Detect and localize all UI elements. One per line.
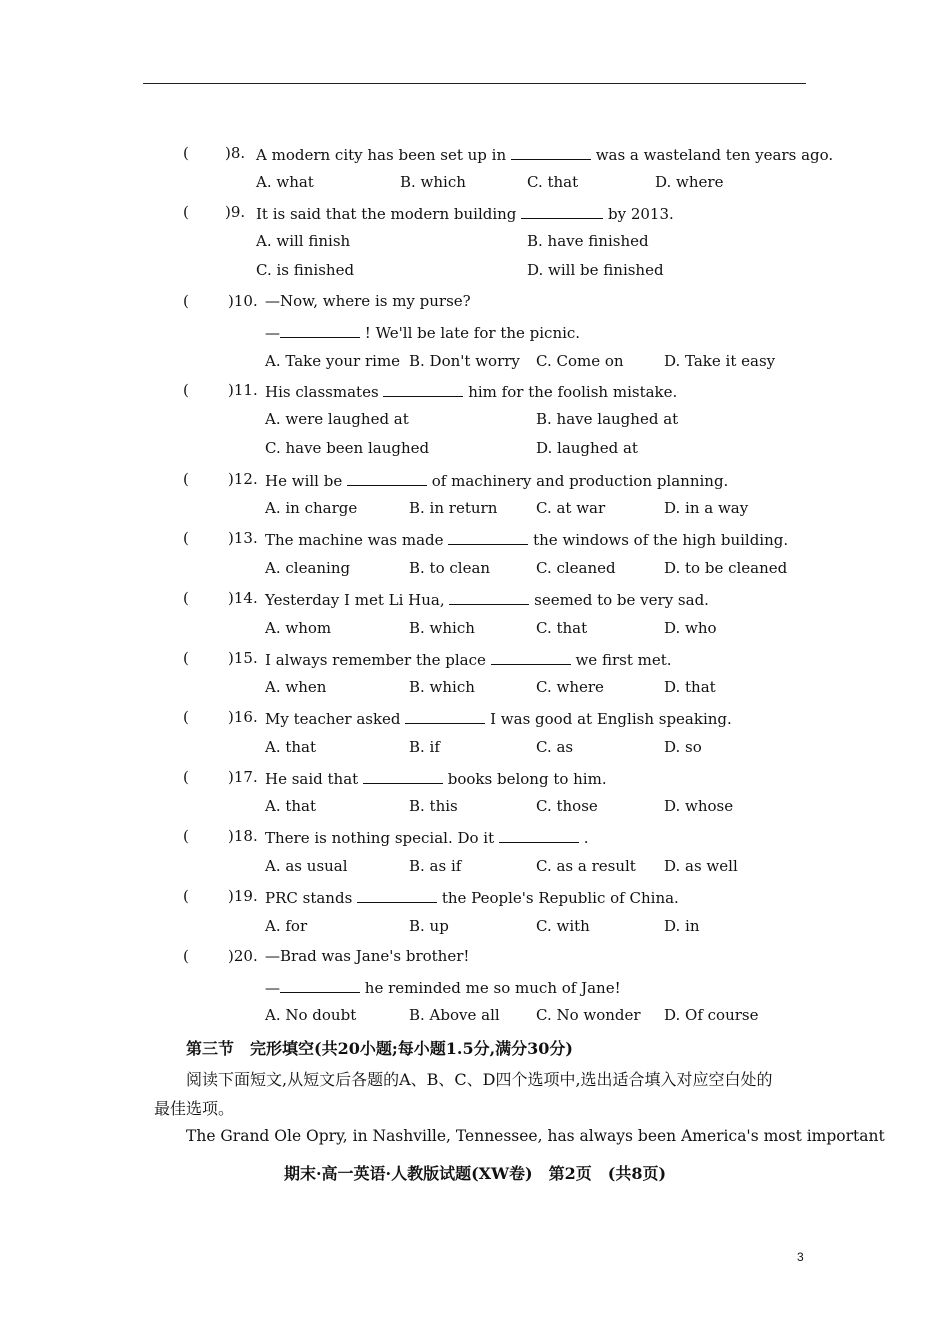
- stem-text: the People's Republic of China.: [441, 889, 679, 907]
- answer-blank: [347, 470, 427, 486]
- stem-text: —Now, where is my purse?: [265, 292, 471, 310]
- stem-text: It is said that the modern building: [256, 205, 517, 223]
- question-stem: [256, 144, 833, 164]
- question-stem: [265, 649, 672, 669]
- stem-text: His classmates: [265, 383, 379, 401]
- answer-option: A. No doubt: [265, 1006, 357, 1024]
- answer-option: A. were laughed at: [265, 410, 409, 428]
- stem-text: was a wasteland ten years ago.: [595, 146, 834, 164]
- question-number-value: 9: [230, 203, 241, 221]
- answer-option: C. that: [536, 619, 588, 637]
- answer-paren: (: [183, 947, 189, 965]
- answer-blank: [405, 708, 485, 724]
- question-number-value: 11: [233, 381, 253, 399]
- question-number-value: 17: [233, 768, 253, 786]
- answer-option: B. in return: [409, 499, 498, 517]
- stem-text: I was good at English speaking.: [490, 710, 732, 728]
- question-number: )20.: [228, 947, 258, 965]
- answer-blank: [357, 887, 437, 903]
- answer-option: A. for: [265, 917, 308, 935]
- answer-blank: [491, 649, 571, 665]
- stem-text: A modern city has been set up in: [256, 146, 507, 164]
- page-number: 3: [797, 1250, 804, 1264]
- answer-option: B. Above all: [409, 1006, 500, 1024]
- answer-option: A. what: [256, 173, 314, 191]
- dialogue-reply: [265, 977, 621, 997]
- question-number: )18.: [228, 827, 258, 845]
- section-instruction-line2: 最佳选项。: [154, 1099, 235, 1118]
- answer-option: D. so: [664, 738, 702, 756]
- answer-option: B. up: [409, 917, 449, 935]
- question-number-value: 16: [233, 708, 253, 726]
- answer-paren: (: [183, 768, 189, 786]
- answer-option: C. have been laughed: [265, 439, 430, 457]
- question-number: )10.: [228, 292, 258, 310]
- stem-text: There is nothing special. Do it: [265, 829, 495, 847]
- stem-text: Yesterday I met Li Hua,: [265, 591, 445, 609]
- answer-option: A. in charge: [265, 499, 358, 517]
- answer-option: C. as a result: [536, 857, 636, 875]
- answer-blank: [449, 589, 529, 605]
- answer-option: D. Take it easy: [664, 352, 776, 370]
- answer-option: A. when: [265, 678, 327, 696]
- answer-option: C. that: [527, 173, 579, 191]
- page-footer: 期末·高一英语·人教版试题(XW卷) 第2页 (共8页): [283, 1164, 667, 1183]
- answer-paren: (: [183, 589, 189, 607]
- answer-paren: (: [183, 144, 189, 162]
- answer-option: B. to clean: [409, 559, 491, 577]
- answer-option: D. where: [655, 173, 724, 191]
- answer-option: D. will be finished: [527, 261, 664, 279]
- question-number: )17.: [228, 768, 258, 786]
- stem-text: —: [265, 979, 280, 997]
- answer-paren: (: [183, 529, 189, 547]
- question-number: )8.: [225, 144, 246, 162]
- stem-text: .: [583, 829, 589, 847]
- answer-option: B. which: [409, 678, 475, 696]
- stem-text: I always remember the place: [265, 651, 486, 669]
- question-stem: [265, 827, 588, 847]
- answer-option: D. whose: [664, 797, 734, 815]
- question-number: )13.: [228, 529, 258, 547]
- question-stem: [265, 768, 607, 788]
- stem-text: he reminded me so much of Jane!: [364, 979, 621, 997]
- stem-text: My teacher asked: [265, 710, 401, 728]
- answer-paren: (: [183, 887, 189, 905]
- answer-option: C. with: [536, 917, 590, 935]
- answer-option: B. have laughed at: [536, 410, 679, 428]
- question-stem: [265, 292, 471, 310]
- header-rule: [143, 83, 806, 84]
- answer-option: D. in: [664, 917, 700, 935]
- question-number: )12.: [228, 470, 258, 488]
- question-number-value: 13: [233, 529, 253, 547]
- answer-blank: [448, 529, 528, 545]
- answer-option: A. cleaning: [265, 559, 351, 577]
- answer-blank: [499, 827, 579, 843]
- answer-option: B. which: [409, 619, 475, 637]
- answer-blank: [280, 322, 360, 338]
- answer-blank: [280, 977, 360, 993]
- answer-option: A. Take your rime: [265, 352, 401, 370]
- answer-paren: (: [183, 827, 189, 845]
- question-number-value: 18: [233, 827, 253, 845]
- stem-text: books belong to him.: [447, 770, 607, 788]
- answer-option: A. as usual: [265, 857, 348, 875]
- answer-option: A. will finish: [256, 232, 351, 250]
- answer-option: C. at war: [536, 499, 606, 517]
- question-number-value: 14: [233, 589, 253, 607]
- answer-option: B. which: [400, 173, 466, 191]
- answer-option: D. that: [664, 678, 716, 696]
- question-stem: [265, 708, 732, 728]
- answer-option: B. as if: [409, 857, 462, 875]
- answer-option: C. those: [536, 797, 598, 815]
- answer-option: D. laughed at: [536, 439, 638, 457]
- question-stem: [256, 203, 674, 223]
- question-number: )15.: [228, 649, 258, 667]
- answer-blank: [363, 768, 443, 784]
- question-number-value: 19: [233, 887, 253, 905]
- answer-paren: (: [183, 203, 189, 221]
- stem-text: of machinery and production planning.: [431, 472, 729, 490]
- answer-blank: [383, 381, 463, 397]
- stem-text: PRC stands: [265, 889, 353, 907]
- passage-first-line: The Grand Ole Opry, in Nashville, Tennessee, has always been America's most important: [186, 1127, 885, 1145]
- answer-option: C. cleaned: [536, 559, 616, 577]
- answer-option: A. whom: [265, 619, 332, 637]
- answer-paren: (: [183, 292, 189, 310]
- answer-option: D. Of course: [664, 1006, 759, 1024]
- answer-paren: (: [183, 708, 189, 726]
- stem-text: we first met.: [575, 651, 672, 669]
- answer-paren: (: [183, 649, 189, 667]
- answer-option: B. if: [409, 738, 440, 756]
- answer-option: B. Don't worry: [409, 352, 520, 370]
- question-stem: [265, 947, 469, 965]
- answer-paren: (: [183, 381, 189, 399]
- question-number-value: 10: [233, 292, 253, 310]
- answer-option: D. who: [664, 619, 717, 637]
- stem-text: by 2013.: [607, 205, 674, 223]
- stem-text: the windows of the high building.: [533, 531, 789, 549]
- question-number: )14.: [228, 589, 258, 607]
- stem-text: He said that: [265, 770, 359, 788]
- answer-option: D. to be cleaned: [664, 559, 788, 577]
- question-number-value: 12: [233, 470, 253, 488]
- question-stem: [265, 589, 709, 609]
- question-number-value: 8: [230, 144, 241, 162]
- stem-text: He will be: [265, 472, 343, 490]
- answer-paren: (: [183, 470, 189, 488]
- answer-option: D. in a way: [664, 499, 749, 517]
- answer-option: B. this: [409, 797, 458, 815]
- stem-text: seemed to be very sad.: [534, 591, 709, 609]
- dialogue-reply: [265, 322, 580, 342]
- question-number: )11.: [228, 381, 258, 399]
- stem-text: —: [265, 324, 280, 342]
- answer-option: C. No wonder: [536, 1006, 641, 1024]
- answer-option: A. that: [265, 797, 317, 815]
- question-number: )9.: [225, 203, 246, 221]
- answer-option: B. have finished: [527, 232, 649, 250]
- stem-text: ! We'll be late for the picnic.: [364, 324, 581, 342]
- question-number-value: 20: [233, 947, 253, 965]
- answer-blank: [521, 203, 603, 219]
- answer-option: D. as well: [664, 857, 738, 875]
- question-stem: [265, 381, 677, 401]
- answer-option: C. is finished: [256, 261, 355, 279]
- question-number-value: 15: [233, 649, 253, 667]
- stem-text: The machine was made: [265, 531, 444, 549]
- question-stem: [265, 887, 679, 907]
- question-number: )19.: [228, 887, 258, 905]
- stem-text: —Brad was Jane's brother!: [265, 947, 470, 965]
- question-stem: [265, 529, 788, 549]
- question-number: )16.: [228, 708, 258, 726]
- answer-option: C. as: [536, 738, 574, 756]
- answer-option: C. where: [536, 678, 604, 696]
- answer-option: A. that: [265, 738, 317, 756]
- stem-text: him for the foolish mistake.: [468, 383, 678, 401]
- answer-option: C. Come on: [536, 352, 624, 370]
- question-stem: [265, 470, 728, 490]
- answer-blank: [511, 144, 591, 160]
- section-title: 第三节 完形填空(共20小题;每小题1.5分,满分30分): [186, 1039, 573, 1058]
- section-instruction-line1: 阅读下面短文,从短文后各题的A、B、C、D四个选项中,选出适合填入对应空白处的: [186, 1070, 773, 1089]
